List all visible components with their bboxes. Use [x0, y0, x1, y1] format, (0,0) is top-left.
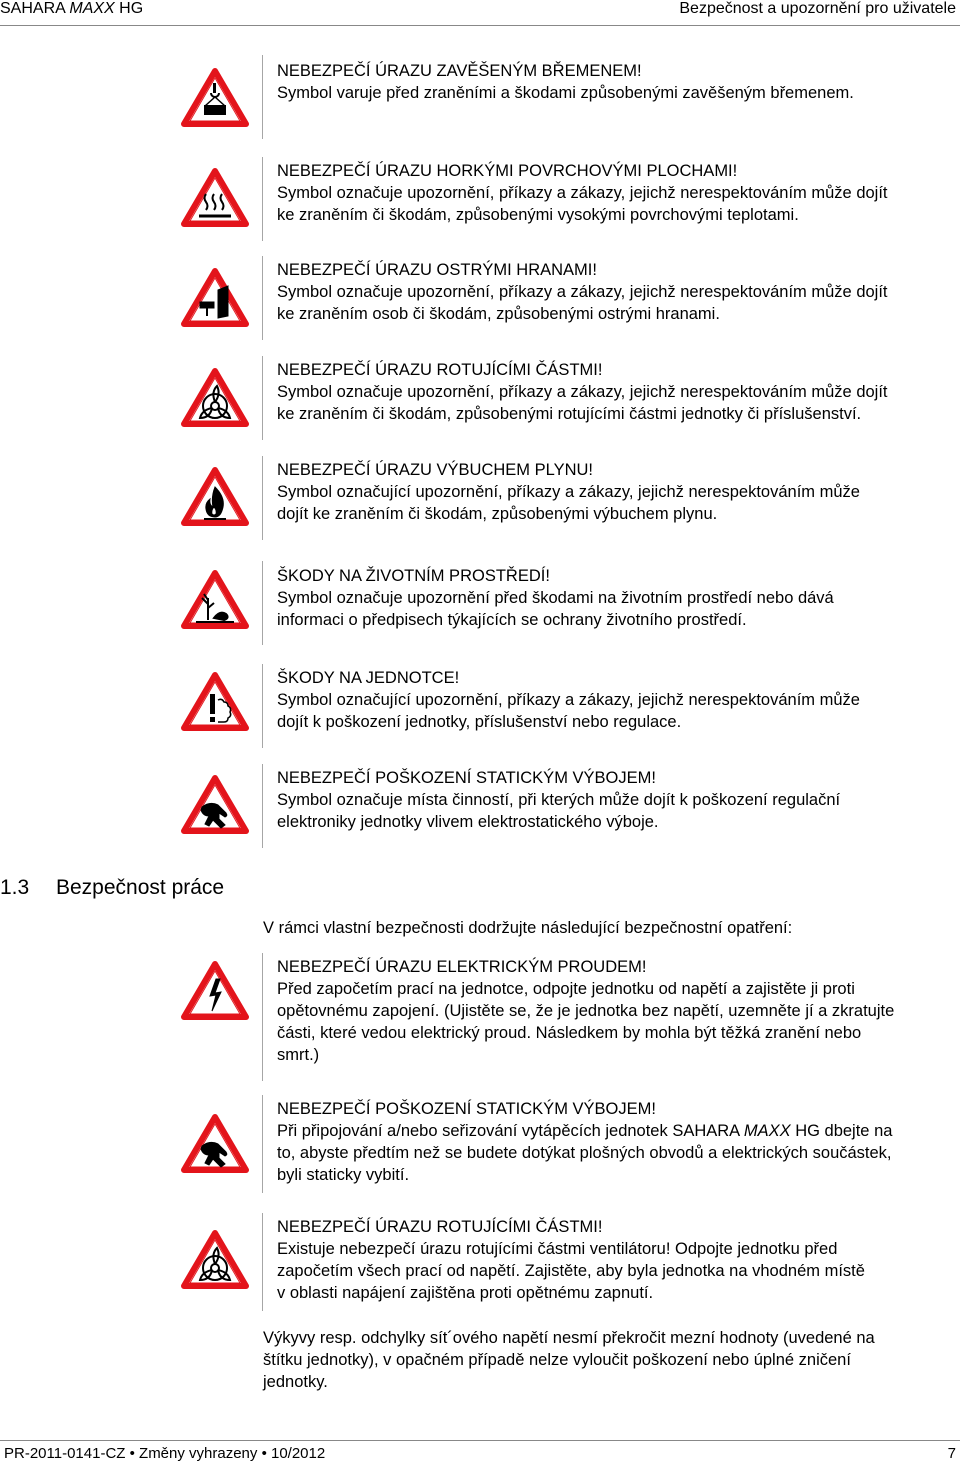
page-header	[0, 0, 960, 26]
symbol-entry	[277, 667, 957, 733]
entry-title: NEBEZPEČÍ ÚRAZU ELEKTRICKÝM PROUDEM!	[277, 958, 647, 976]
divider	[262, 1213, 263, 1311]
entry-text: informaci o předpisech týkajících se ochrany životního prostředí.	[277, 611, 747, 629]
entry-title: NEBEZPEČÍ ÚRAZU ROTUJÍCÍMI ČÁSTMI!	[277, 361, 603, 379]
section-title: Bezpečnost práce	[56, 876, 225, 899]
divider	[262, 1095, 263, 1193]
section-heading	[0, 876, 224, 900]
entry-title: NEBEZPEČÍ ÚRAZU VÝBUCHEM PLYNU!	[277, 461, 593, 479]
sharp-edges-icon	[180, 266, 250, 328]
symbol-entry	[277, 767, 957, 833]
rotating-parts-icon	[180, 1228, 250, 1290]
symbol-entry	[277, 60, 957, 104]
entry-text: Symbol označuje upozornění, příkazy a zákazy, jejichž nerespektováním může dojít	[277, 184, 888, 202]
entry-text: dojít ke zraněním či škodám, způsobenými výbuchem plynu.	[277, 505, 718, 523]
entry-text: Symbol označující upozornění, příkazy a zákazy, jejichž nerespektováním může	[277, 691, 860, 709]
entry-text: to, abyste předtím než se budete dotýkat plošných obvodů a elektrických součástek,	[277, 1144, 892, 1162]
entry-text: Symbol označuje upozornění, příkazy a zákazy, jejichž nerespektováním může dojít	[277, 283, 888, 301]
divider	[262, 953, 263, 1081]
entry-text: Před započetím prací na jednotce, odpojte jednotku od napětí a zajistěte ji proti	[277, 980, 855, 998]
entry-text: Symbol označující upozornění, příkazy a zákazy, jejichž nerespektováním může	[277, 483, 860, 501]
divider	[262, 256, 263, 340]
unit-damage-icon	[180, 670, 250, 732]
rotating-parts-icon	[180, 366, 250, 428]
electrostatic-discharge-icon	[180, 773, 250, 835]
divider	[262, 157, 263, 241]
suspended-load-icon	[180, 66, 250, 128]
entry-text: Symbol označuje upozornění, příkazy a zákazy, jejichž nerespektováním může dojít	[277, 383, 888, 401]
section-number: 1.3	[0, 876, 30, 899]
entry-text: v oblasti napájení zajištěna proti opětnému zapnutí.	[277, 1284, 654, 1302]
header-product: SAHARA MAXX HG	[0, 0, 144, 17]
entry-text: dojít k poškození jednotky, příslušenství nebo regulace.	[277, 713, 682, 731]
measure-entry	[277, 956, 957, 1066]
entry-text: ke zraněním osob či škodám, způsobenými ostrými hranami.	[277, 305, 720, 323]
measure-entry	[277, 1098, 957, 1186]
entry-text: Symbol označuje upozornění před škodami na životním prostředí nebo dává	[277, 589, 834, 607]
gas-explosion-icon	[180, 465, 250, 527]
entry-title: NEBEZPEČÍ POŠKOZENÍ STATICKÝM VÝBOJEM!	[277, 1100, 656, 1118]
footer-doc-id: PR-2011-0141-CZ • Změny vyhrazeny • 10/2012	[4, 1445, 326, 1462]
hot-surface-icon	[180, 166, 250, 228]
divider	[262, 764, 263, 848]
divider	[262, 55, 263, 139]
entry-text: Symbol označuje místa činností, při kterých může dojít k poškození regulační	[277, 791, 841, 809]
electric-shock-icon	[180, 959, 250, 1021]
symbol-entry	[277, 160, 957, 226]
entry-text: Symbol varuje před zraněními a škodami způsobenými zavěšeným břemenem.	[277, 84, 854, 102]
divider	[262, 456, 263, 540]
divider	[262, 561, 263, 645]
symbol-entry	[277, 565, 957, 631]
entry-title: NEBEZPEČÍ ÚRAZU HORKÝMI POVRCHOVÝMI PLOCHAMI!	[277, 162, 738, 180]
entry-text: započetím všech prací od napětí. Zajistěte, aby byla jednotka na vhodném místě	[277, 1262, 865, 1280]
entry-text: Existuje nebezpečí úrazu rotujícími částmi ventilátoru! Odpojte jednotku před	[277, 1240, 838, 1258]
divider	[262, 664, 263, 748]
environment-damage-icon	[180, 568, 250, 630]
entry-text: smrt.)	[277, 1046, 320, 1064]
voltage-note: Výkyvy resp. odchylky sít´ového napětí nesmí překročit mezní hodnoty (uvedené na štítku jednotky), v opačném případě nelze vyloučit poškození nebo úplné zničení jednotky.	[263, 1329, 875, 1391]
page-number: 7	[947, 1445, 956, 1462]
entry-title: NEBEZPEČÍ ÚRAZU OSTRÝMI HRANAMI!	[277, 261, 597, 279]
entry-text: Při připojování a/nebo seřizování vytápěcích jednotek SAHARA MAXX HG dbejte na	[277, 1122, 893, 1140]
electrostatic-discharge-icon	[180, 1112, 250, 1174]
measure-entry	[277, 1216, 957, 1304]
entry-text: části, které vedou elektrický proud. Následkem by mohla být těžká zranění nebo	[277, 1024, 862, 1042]
entry-title: NEBEZPEČÍ ÚRAZU ZAVĚŠENÝM BŘEMENEM!	[277, 62, 642, 80]
entry-text: ke zraněním či škodám, způsobenými rotujícími částmi jednotky či příslušenství.	[277, 405, 862, 423]
symbol-entry	[277, 359, 957, 425]
header-rule	[0, 25, 960, 26]
entry-title: NEBEZPEČÍ ÚRAZU ROTUJÍCÍMI ČÁSTMI!	[277, 1218, 603, 1236]
entry-text: byli staticky vybití.	[277, 1166, 410, 1184]
entry-text: elektroniky jednotky vlivem elektrostatického výboje.	[277, 813, 659, 831]
entry-title: ŠKODY NA ŽIVOTNÍM PROSTŘEDÍ!	[277, 567, 550, 585]
symbol-entry	[277, 459, 957, 525]
symbol-entry	[277, 259, 957, 325]
divider	[262, 356, 263, 440]
entry-text: opětovnému zapojení. (Ujistěte se, že je jednotka bez napětí, uzemněte jí a zkratujte	[277, 1002, 895, 1020]
header-chapter: Bezpečnost a upozornění pro uživatele	[679, 0, 956, 17]
entry-title: NEBEZPEČÍ POŠKOZENÍ STATICKÝM VÝBOJEM!	[277, 769, 656, 787]
footer-rule	[0, 1440, 960, 1441]
entry-title: ŠKODY NA JEDNOTCE!	[277, 669, 460, 687]
entry-text: ke zraněním či škodám, způsobenými vysokými povrchovými teplotami.	[277, 206, 799, 224]
intro-text: V rámci vlastní bezpečnosti dodržujte následující bezpečnostní opatření:	[263, 919, 793, 937]
